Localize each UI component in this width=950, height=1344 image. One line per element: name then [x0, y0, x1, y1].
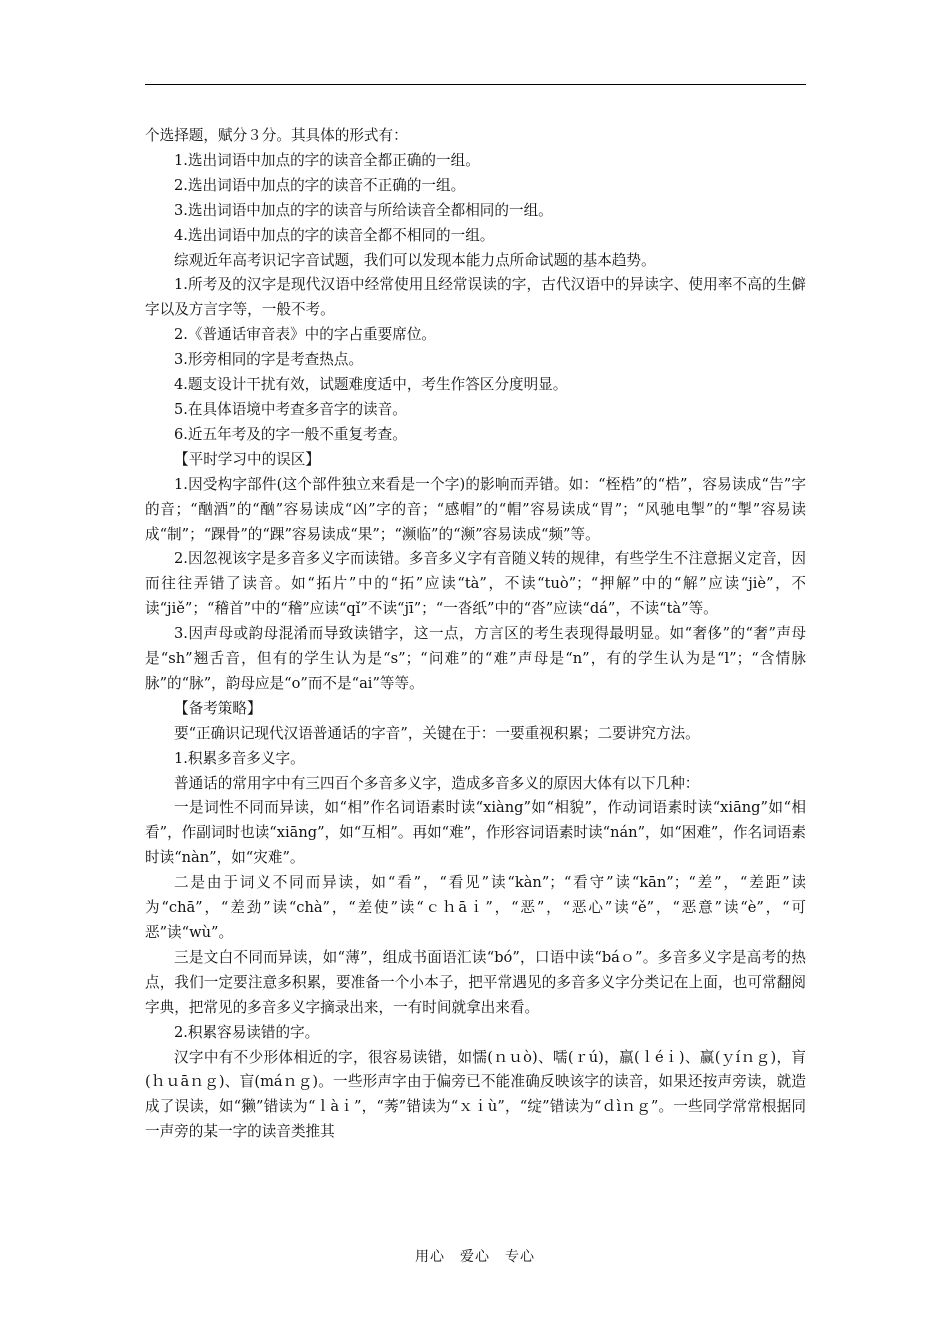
paragraph: 汉字中有不少形体相近的字，很容易读错，如懦(ｎｕò)、嚅(ｒú)，羸(ｌéｉ)、赢(ｙíｎｇ)，肓(ｈｕāｎｇ)、盲(máｎｇ)。一些形声字由于偏旁已不能准确反映该字的读音，如果还按声旁读，就造成了误读，如“獭”错读为“ｌàｉ”，“莠”错读为“ｘｉù”，“绽”错读为“ｄìｎｇ”。一些同学常常根据同一声旁的某一字的读音类推其	[145, 1048, 806, 1141]
header-rule	[145, 84, 806, 85]
paragraph: 6.近五年考及的字一般不重复考查。	[174, 425, 407, 443]
page-footer: 用心 爱心 专心	[415, 1249, 535, 1265]
paragraph: 5.在具体语境中考查多音字的读音。	[174, 400, 407, 418]
paragraph: 三是文白不同而异读，如“薄”，组成书面语汇读“bó”，口语中读“báｏ”。多音多义字是高考的热点，我们一定要注意多积累，要准备一个小本子，把平常遇见的多音多义字分类记在上面，也可常翻阅字典，把常见的多音多义字摘录出来，一有时间就拿出来看。	[145, 948, 806, 1016]
paragraph: 二是由于词义不同而异读，如“看”，“看见”读“kàn”；“看守”读“kān”；“差”，“差距”读为“chā”，“差劲”读“chà”，“差使”读“ｃｈāｉ”，“恶”，“恶心”读“ě”，“恶意”读“è”，“可恶”读“wù”。	[145, 874, 806, 941]
section-heading: 【平时学习中的误区】	[174, 450, 320, 468]
paragraph: 4.题支设计干扰有效，试题难度适中，考生作答区分度明显。	[174, 376, 568, 394]
paragraph: 1.积累多音多义字。	[174, 749, 305, 767]
paragraph: 1.因受构字部件(这个部件独立来看是一个字)的影响而弄错。如：“桎梏”的“梏”，容易读成“告”字的音；“酗酒”的“酗”容易读成“凶”字的音；“感帽”的“帽”容易读成“胃”；“风驰电掣”的“掣”容易读成“制”；“踝骨”的“踝”容易读成“果”；“濒临”的“濒”容易读成“频”等。	[145, 475, 806, 543]
paragraph: 1.所考及的汉字是现代汉语中经常使用且经常误读的字，古代汉语中的异读字、使用率不高的生僻字以及方言字等，一般不考。	[145, 276, 806, 319]
paragraph: 2.因忽视该字是多音多义字而读错。多音多义字有音随义转的规律，有些学生不注意据义定音，因而往往弄错了读音。如“拓片”中的“拓”应读“tà”，不读“tuò”；“押解”中的“解”应读“jiè”，不读“jiě”；“稽首”中的“稽”应读“qǐ”不读“jī”；“一沓纸”中的“沓”应读“dá”，不读“tà”等。	[145, 550, 806, 618]
paragraph: 2.《普通话审音表》中的字占重要席位。	[174, 326, 437, 344]
paragraph: 3.形旁相同的字是考查热点。	[174, 351, 364, 369]
paragraph: 普通话的常用字中有三四百个多音多义字，造成多音多义的原因大体有以下几种：	[174, 774, 700, 792]
paragraph: 要“正确识记现代汉语普通话的字音”，关键在于：一要重视积累；二要讲究方法。	[174, 724, 700, 742]
paragraph: 1.选出词语中加点的字的读音全都正确的一组。	[174, 151, 480, 169]
paragraph: 个选择题，赋分３分。其具体的形式有：	[145, 127, 408, 144]
paragraph: 3.选出词语中加点的字的读音与所给读音全都相同的一组。	[174, 201, 553, 219]
document-body	[145, 124, 806, 1145]
paragraph: 综观近年高考识记字音试题，我们可以发现本能力点所命试题的基本趋势。	[174, 251, 656, 269]
paragraph: 2.积累容易读错的字。	[174, 1023, 320, 1041]
paragraph: 2.选出词语中加点的字的读音不正确的一组。	[174, 176, 466, 194]
paragraph: 一是词性不同而异读，如“相”作名词语素时读“xiàng”如“相貌”，作动词语素时读“xiāng”如“相看”，作副词时也读“xiāng”，如“互相”。再如“难”，作形容词语素时读“nán”，如“困难”，作名词语素时读“nàn”，如“灾难”。	[145, 799, 806, 867]
paragraph: 4.选出词语中加点的字的读音全都不相同的一组。	[174, 226, 495, 244]
section-heading: 【备考策略】	[174, 699, 262, 717]
paragraph: 3.因声母或韵母混淆而导致读错字，这一点，方言区的考生表现得最明显。如“奢侈”的“奢”声母是“sh”翘舌音，但有的学生认为是“s”；“问难”的“难”声母是“n”，有的学生认为是“l”；“含情脉脉”的“脉”，韵母应是“o”而不是“ai”等等。	[145, 625, 806, 692]
